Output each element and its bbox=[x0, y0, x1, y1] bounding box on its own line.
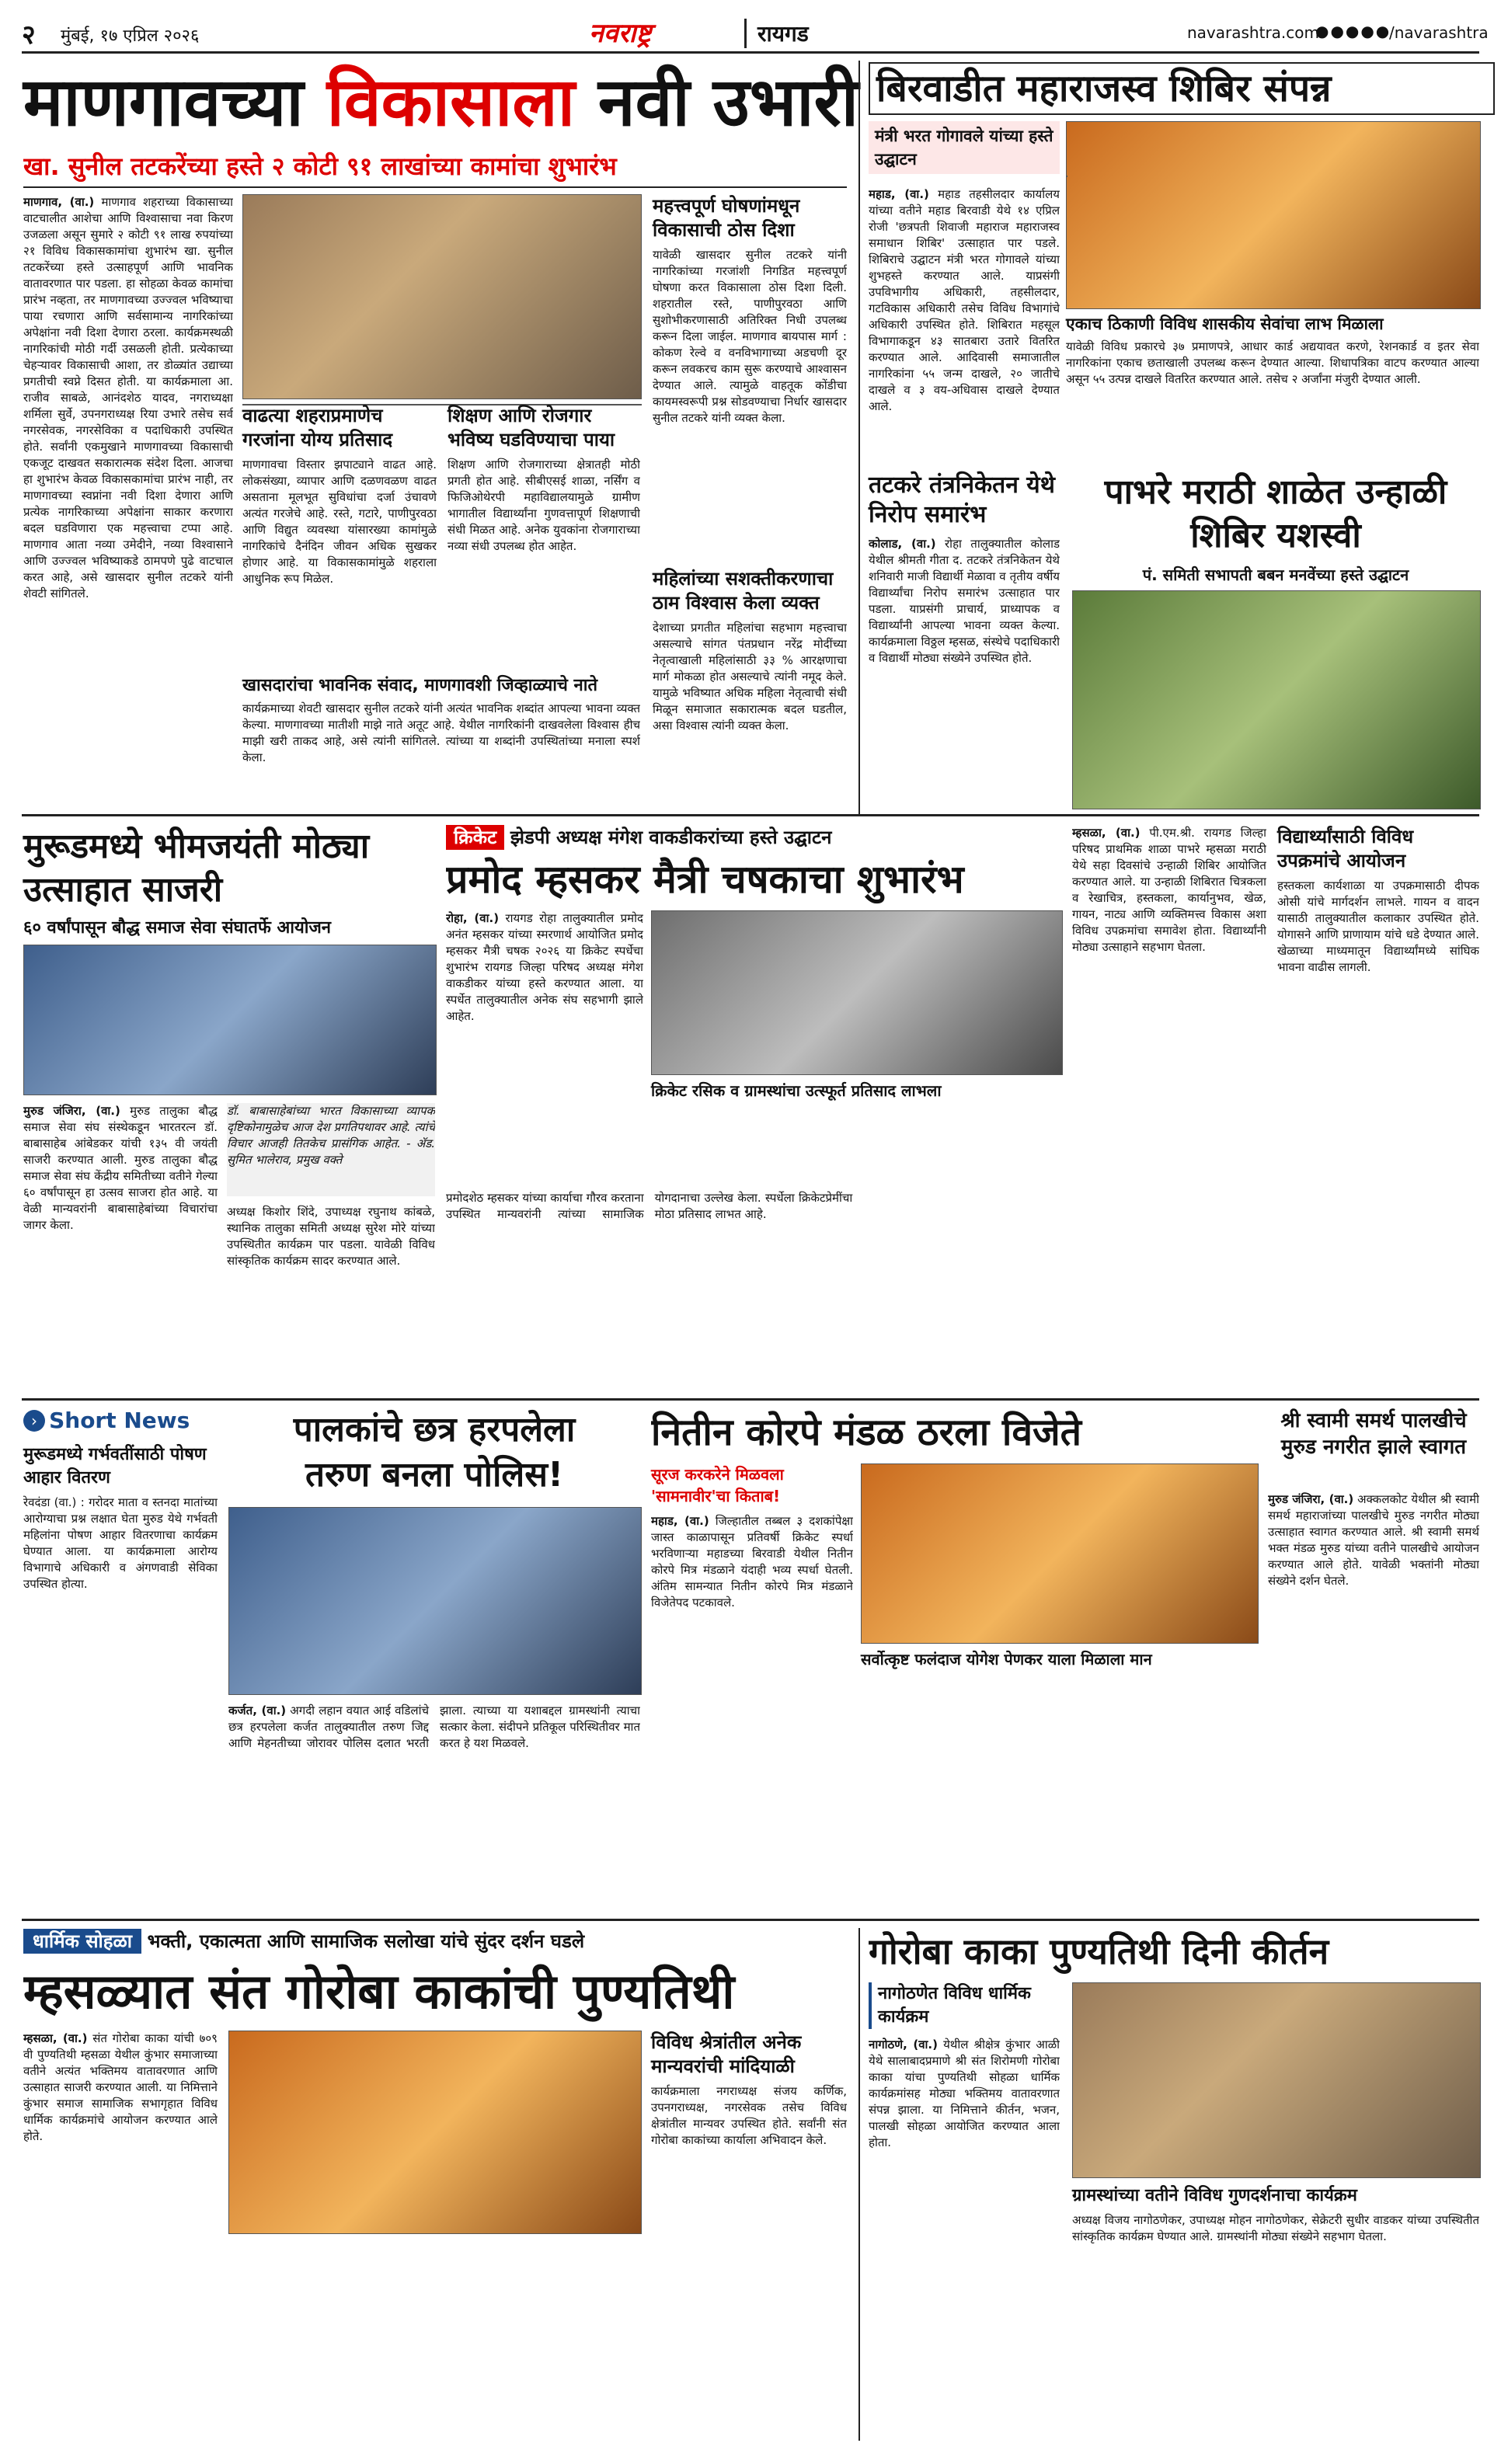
shortnews-label-text: Short News bbox=[49, 1408, 190, 1433]
dharmik-side-body: कार्यक्रमाला नगराध्यक्ष संजय कर्णिक, उपनगराध्यक्ष, नगरसेवक तसेच विविध क्षेत्रांतील मान्यवर उपस्थित होते. सर्वांनी संत गोरोबा काकांच्या कार्याला अभिवादन केले. bbox=[651, 2084, 847, 2147]
pabhare-subhead: पं. समिती सभापती बबन मनवेंच्या हस्ते उद्घाटन bbox=[1142, 566, 1409, 584]
police-body bbox=[228, 1703, 640, 1912]
korpe-body bbox=[651, 1513, 853, 1909]
lead-col3-head: शिक्षण आणि रोजगार भविष्य घडविण्याचा पाया bbox=[448, 405, 615, 451]
lead-col4-body2: देशाच्या प्रगतीत महिलांचा सहभाग महत्त्वाचा असल्याचे सांगत पंतप्रधान नरेंद्र मोदींच्या नेतृत्वाखाली महिलांसाठी ३३ % आरक्षणाचा मार्ग मोकळा होत असल्याचे त्यांनी नमूद केले. यामुळे भविष्यात अधिक महिला नेतृत्वाची संधी मिळून समाजात सकारात्मक बदल घडतील, असा विश्वास त्यांनी व्यक्त केला. bbox=[653, 621, 847, 733]
social-handle[interactable]: /navarashtra bbox=[1389, 23, 1489, 42]
swami-body bbox=[1268, 1491, 1479, 1911]
site-url[interactable]: navarashtra.com bbox=[1187, 23, 1319, 42]
dharmik-kicker-row bbox=[23, 1928, 847, 1956]
lead-headline bbox=[23, 61, 858, 146]
kolad-headline: तटकरे तंत्रनिकेतन येथे निरोप समारंभ bbox=[869, 472, 1055, 528]
murud-dateline: मुरुड जंजिरा, (वा.) bbox=[23, 1104, 120, 1118]
murud-headline: मुरूडमध्ये भीमजयंती मोठ्या उत्साहात साजरी bbox=[23, 827, 370, 910]
pabhare-side-head: विद्यार्थ्यांसाठी विविध उपक्रमांचे आयोजन bbox=[1277, 826, 1414, 872]
swami-body-text: अक्कलकोट येथील श्री स्वामी समर्थ महाराजांच्या पालखीचे मुरुड नगरीत मोठ्या उत्साहात स्वागत करण्यात आले. श्री स्वामी समर्थ भक्त मंडळ मुरुड यांच्या वतीने पालखीचे आयोजन करण्यात आले होते. यावेळी भक्तांनी मोठ्या संख्येने दर्शन घेतले. bbox=[1268, 1492, 1479, 1588]
birwadi-body-text: महाड तहसीलदार कार्यालय यांच्या वतीने महाड बिरवाडी येथे १४ एप्रिल रोजी 'छत्रपती शिवाजी महाराज महाराजस्व समाधान शिबिर' उत्साहात पार पडले. शिबिराचे उद्घाटन मंत्री भरत गोगावले यांच्या शुभहस्ते करण्यात आले. याप्रसंगी उपविभागीय अधिकारी, तहसीलदार, गटविकास अधिकारी तसेच विविध विभागांचे अधिकारी उपस्थित होते. शिबिरात महसूल विभागाकडून ४३ सातबारा उतारे वितरित करण्यात आले. आदिवासी समाजातील नागरिकांना ५५ जन्म दाखले, २० जातीचे दाखले व ३ वय-अधिवास दाखले देण्यात आले. bbox=[869, 187, 1060, 413]
swami-headline: श्री स्वामी समर्थ पालखीचे मुरुड नगरीत झाले स्वागत bbox=[1280, 1409, 1467, 1459]
korpe-photo-caption: सर्वोत्कृष्ट फलंदाज योगेश पेणकर याला मिळाला मान bbox=[861, 1650, 1152, 1669]
birwadi-photo-caption: एकाच ठिकाणी विविध शासकीय सेवांचा लाभ मिळाला bbox=[1066, 315, 1384, 333]
murud-body-text: मुरुड तालुका बौद्ध समाज सेवा संघ संस्थेकडून भारतरत्न डॉ. बाबासाहेब आंबेडकर यांची १३५ वी जयंती साजरी करण्यात आली. मुरुड तालुका बौद्ध समाज सेवा संघ केंद्रीय समितीच्या वतीने गेल्या ६० वर्षांपासून हा उत्सव साजरा होत आहे. या वेळी मान्यवरांनी बाबासाहेबांच्या विचारांचा जागर केला. bbox=[23, 1104, 218, 1232]
korpe-headline: नितीन कोरपे मंडळ ठरला विजेते bbox=[651, 1411, 1081, 1454]
murud-body2: अध्यक्ष किशोर शिंदे, उपाध्यक्ष रघुनाथ कांबळे, स्थानिक तालुका समिती अध्यक्ष सुरेश मोरे यांच्या उपस्थितीत कार्यक्रम पार पडला. यावेळी विविध सांस्कृतिक कार्यक्रम सादर करण्यात आले. bbox=[227, 1205, 435, 1268]
page-date: मुंबई, १७ एप्रिल २०२६ bbox=[61, 26, 200, 46]
dharmik-headline: म्हसळ्यात संत गोरोबा काकांची पुण्यतिथी bbox=[23, 1963, 735, 2020]
dharmik-body bbox=[23, 2031, 218, 2434]
birwadi-photo-shibir bbox=[1066, 121, 1481, 309]
lead-photo-vehicle bbox=[242, 194, 642, 399]
korpe-subhead bbox=[651, 1463, 853, 1507]
birwadi-dateline: महाड, (वा.) bbox=[869, 187, 929, 201]
pabhare-body-text: पी.एम.श्री. रायगड जिल्हा परिषद प्राथमिक शाळा पाभरे म्हसळा मराठी येथे सहा दिवसांचे उन्हाळी शिबिर आयोजित करण्यात आले. या उन्हाळी शिबिरात चित्रकला व रेखाचित्र, हस्तकला, कार्यानुभव, खेळ, गायन, नाट्य आणि व्यक्तिमत्त्व विकास अशा विविध उपक्रमांचा समावेश होता. विद्यार्थ्यांनी मोठ्या उत्साहाने सहभाग घेतला. bbox=[1072, 826, 1266, 954]
shortnews-headline: मुरूडमध्ये गर्भवतींसाठी पोषण आहार वितरण bbox=[23, 1445, 207, 1488]
lead-col4-head2: महिलांच्या सशक्तीकरणाचा ठाम विश्वास केला व्यक्त bbox=[653, 568, 834, 614]
edition-label: रायगड bbox=[744, 19, 809, 48]
birwadi-subhead: मंत्री भरत गोगावले यांच्या हस्ते उद्घाटन bbox=[869, 121, 1060, 174]
lead-dateline: माणगाव, (वा.) bbox=[23, 195, 95, 209]
korpe-subhead1: सूरज करकरेने मिळवला bbox=[651, 1465, 784, 1484]
birwadi-headline: बिरवाडीत महाराजस्व शिबिर संपन्न bbox=[869, 62, 1495, 115]
murud-quote bbox=[227, 1103, 435, 1196]
goroba2-body bbox=[869, 2037, 1060, 2434]
goroba2-headline: गोरोबा काका पुण्यतिथी दिनी कीर्तन bbox=[869, 1930, 1329, 1972]
shortnews-icon: › bbox=[23, 1410, 45, 1432]
murud-subhead: ६० वर्षांपासून बौद्ध समाज सेवा संघातर्फे आयोजन bbox=[23, 918, 331, 938]
cricket-kicker: झेडपी अध्यक्ष मंगेश वाकडीकरांच्या हस्ते उद्घाटन bbox=[510, 827, 832, 848]
korpe-body-text: जिल्हातील तब्बल ३ दशकांपेक्षा जास्त काळापासून प्रतिवर्षी क्रिकेट स्पर्धा भरविणाऱ्या महाडच्या बिरवाडी येथील नितीन कोरपे मित्र मंडळाने यंदाही भव्य स्पर्धा घेतली. अंतिम सामन्यात नितीन कोरपे मित्र मंडळाने विजेतेपद पटकावले. bbox=[651, 1514, 853, 1610]
lead-col3-body: शिक्षण आणि रोजगाराच्या क्षेत्रातही मोठी प्रगती होत आहे. सीबीएसई शाळा, नर्सिंग व फिजिओथेरपी महाविद्यालयामुळे ग्रामीण भागातील विद्यार्थ्यांना गुणवत्तापूर्ण शिक्षणाची संधी मिळत आहे. अनेक युवकांना रोजगाराच्या नव्या संधी उपलब्ध होत आहेत. bbox=[448, 458, 640, 553]
lead-headline-part1: माणगावच्या bbox=[23, 64, 304, 141]
pabhare-dateline: म्हसळा, (वा.) bbox=[1072, 826, 1141, 840]
birwadi-body bbox=[869, 186, 1060, 419]
cricket-photo-caption: क्रिकेट रसिक व ग्रामस्थांचा उत्स्फूर्त प्रतिसाद लाभला bbox=[651, 1081, 942, 1100]
dharmik-tag: धार्मिक सोहळा bbox=[23, 1929, 141, 1954]
police-photo bbox=[228, 1507, 642, 1695]
cricket-photo bbox=[651, 910, 1063, 1075]
shortnews-label bbox=[23, 1408, 218, 1439]
birwadi-caption-body: यावेळी विविध प्रकारचे ३७ प्रमाणपत्रे, आधार कार्ड अद्ययावत करणे, रेशनकार्ड व इतर सेवा नागरिकांना एकाच छताखाली उपलब्ध करून देण्यात आल्या. शिधापत्रिका वाटप करण्यात आल्या असून ५५ उत्पन्न दाखले वितरित करण्यात आले. तसेच २ अर्जांना मंजुरी देण्यात आली. bbox=[1066, 339, 1479, 386]
korpe-subhead2: 'सामनावीर'चा किताब! bbox=[651, 1487, 781, 1505]
brand-logo: नवराष्ट्र bbox=[589, 18, 652, 49]
cricket-headline: प्रमोद म्हसकर मैत्री चषकाचा शुभारंभ bbox=[446, 857, 964, 902]
lead-bottom-body: कार्यक्रमाच्या शेवटी खासदार सुनील तटकरे यांनी अत्यंत भावनिक शब्दांत आपल्या भावना व्यक्त केल्या. माणगावच्या मातीशी माझे नाते अतूट आहे. येथील नागरिकांनी दाखवलेला विश्वास हीच माझी खरी ताकद आहे, असे त्यांनी सांगितले. त्यांच्या या शब्दांनी उपस्थितांच्या मनाला स्पर्श केला. bbox=[242, 701, 640, 764]
goroba2-subhead: नागोठणेत विविध धार्मिक कार्यक्रम bbox=[869, 1982, 1069, 2029]
police-headline-line1: पालकांचे छत्र हरपलेला bbox=[293, 1410, 576, 1450]
lead-col2-body: माणगावचा विस्तार झपाट्याने वाढत आहे. लोकसंख्या, व्यापार आणि दळणवळण वाढत असताना मूलभूत सुविधांचा दर्जा उंचावणे अत्यंत गरजेचे आहे. रस्ते, गटारे, पाणीपुरवठा आणि विद्युत व्यवस्था यांसारख्या कामांमुळे नागरिकांचे दैनंदिन जीवन अधिक सुखकर होणार आहे. या विकासकामांमुळे शहराला आधुनिक रूप मिळेल. bbox=[242, 458, 437, 586]
cricket-dateline: रोहा, (वा.) bbox=[446, 911, 500, 925]
murud-photo bbox=[23, 945, 437, 1095]
goroba2-photo-caption: ग्रामस्थांच्या वतीने विविध गुणदर्शनाचा कार्यक्रम bbox=[1072, 2186, 1357, 2205]
lead-subhead: खा. सुनील तटकरेंच्या हस्ते २ कोटी ९१ लाखांच्या कामांचा शुभारंभ bbox=[23, 151, 617, 181]
lead-col4-head: महत्त्वपूर्ण घोषणांमधून विकासाची ठोस दिशा bbox=[653, 195, 800, 241]
kolad-body-text: रोहा तालुक्यातील कोलाड येथील श्रीमती गीता द. तटकरे तंत्रनिकेतन येथे शनिवारी माजी विद्यार्थी मेळावा व तृतीय वर्षीय विद्यार्थ्यांचा निरोप समारंभ उत्साहात पार पडला. याप्रसंगी प्राचार्य, प्राध्यापक व विद्यार्थ्यांनी आपल्या भावना व्यक्त केल्या. कार्यक्रमाला विठ्ठल म्हसळ, संस्थेचे पदाधिकारी व विद्यार्थी मोठ्या संख्येने उपस्थित होते. bbox=[869, 537, 1060, 665]
dharmik-kicker: भक्ती, एकात्मता आणि सामाजिक सलोखा यांचे सुंदर दर्शन घडले bbox=[147, 1930, 585, 1952]
goroba2-body-text: येथील श्रीक्षेत्र कुंभार आळी येथे सालाबादप्रमाणे श्री संत शिरोमणी गोरोबा काका यांचा पुण्यतिथी सोहळा धार्मिक कार्यक्रमांसह मोठ्या भक्तिमय वातावरणात संपन्न झाला. या निमित्ताने कीर्तन, भजन, पालखी सोहळा आयोजित करण्यात आला होता. bbox=[869, 2038, 1060, 2149]
dharmik-dateline: म्हसळा, (वा.) bbox=[23, 2031, 88, 2045]
police-body-text: अगदी लहान वयात आई वडिलांचे छत्र हरपलेला कर्जत तालुक्यातील तरुण जिद्द आणि मेहनतीच्या जोरावर पोलिस दलात भरती झाला. त्याच्या या यशाबद्दल ग्रामस्थांनी त्याचा सत्कार केला. संदीपने प्रतिकूल परिस्थितीवर मात करत हे यश मिळवले. bbox=[228, 1704, 640, 1750]
korpe-dateline: महाड, (वा.) bbox=[651, 1514, 709, 1528]
pabhare-body bbox=[1072, 825, 1266, 1392]
goroba2-dateline: नागोठणे, (वा.) bbox=[869, 2038, 938, 2052]
cricket-tag: क्रिकेट bbox=[446, 825, 504, 850]
pabhare-photo bbox=[1072, 590, 1481, 809]
social-icons[interactable]: ●●●●● bbox=[1315, 22, 1391, 40]
murud-quote-text: डॉ. बाबासाहेबांच्या भारत विकासाच्या व्यापक दृष्टिकोनामुळेच आज देश प्रगतिपथावर आहे. त्यांचे विचार आजही तितकेच प्रासंगिक आहेत. bbox=[227, 1104, 435, 1150]
goroba2-photo bbox=[1072, 1982, 1481, 2178]
cricket-body bbox=[446, 910, 643, 1182]
lead-body bbox=[23, 194, 233, 800]
lead-headline-part2: नवी उभारी bbox=[597, 64, 858, 141]
cricket-body-text: रायगड रोहा तालुक्यातील प्रमोद अनंत म्हसकर यांच्या स्मरणार्थ आयोजित प्रमोद म्हसकर मैत्री चषक २०२६ या क्रिकेट स्पर्धेचा शुभारंभ रायगड जिल्हा परिषद अध्यक्ष मंगेश वाकडीकर यांच्या हस्ते करण्यात आला. या स्पर्धेत तालुक्यातील अनेक संघ सहभागी झाले आहेत. bbox=[446, 911, 643, 1023]
police-headline-line2: तरुण बनला पोलिस! bbox=[305, 1455, 564, 1495]
lead-headline-red: विकासाला bbox=[326, 64, 575, 141]
dharmik-photo bbox=[228, 2031, 642, 2234]
cricket-body2: प्रमोदशेठ म्हसकर यांच्या कार्याचा गौरव करताना उपस्थित मान्यवरांनी त्यांच्या सामाजिक योगदानाचा उल्लेख केला. स्पर्धेला क्रिकेटप्रेमींचा मोठा प्रतिसाद लाभत आहे. bbox=[446, 1191, 853, 1221]
birwadi-photo-certificates bbox=[1066, 176, 1067, 177]
page-number: २ bbox=[22, 19, 36, 50]
pabhare-side-body: हस्तकला कार्यशाळा या उपक्रमासाठी दीपक ओसी यांचे मार्गदर्शन लाभले. गायन व वादन यासाठी तालुक्यातील कलाकार उपस्थित होते. योगासने आणि प्राणायाम यांचे धडे देण्यात आले. खेळाच्या माध्यमातून विद्यार्थ्यांमध्ये सांघिक भावना वाढीस लागली. bbox=[1277, 879, 1479, 974]
shortnews-body: रेवदंडा (वा.) : गरोदर माता व स्तनदा मातांच्या आरोग्याचा प्रश्न लक्षात घेता मुरुड येथे गर्भवती महिलांना पोषण आहार वितरणाचा कार्यक्रम घेण्यात आला. या कार्यक्रमाला आरोग्य विभागाचे अधिकारी व अंगणवाडी सेविका उपस्थित होत्या. bbox=[23, 1495, 218, 1591]
dharmik-side-head: विविध श्रेत्रांतील अनेक मान्यवरांची मांदियाळी bbox=[651, 2031, 802, 2077]
dharmik-body-text: संत गोरोबा काका यांची ७०९ वी पुण्यतिथी म्हसळा येथील कुंभार समाजाच्या वतीने अत्यंत भक्तिमय वातावरणात आणि उत्साहात साजरी करण्यात आली. या निमित्ताने कुंभार समाज सामाजिक सभागृहात विविध धार्मिक कार्यक्रमांचे आयोजन करण्यात आले होते. bbox=[23, 2031, 218, 2143]
lead-body-text: माणगाव शहराच्या विकासाच्या वाटचालीत आशेचा आणि विश्वासाचा नवा किरण उजळला असून सुमारे २ कोटी ९१ लाख रुपयांच्या २१ विविध विकासकामांचा शुभारंभ खा. सुनील तटकरेंच्या हस्ते उत्साहपूर्ण आणि भावनिक वातावरणात पार पडला. हा सोहळा केवळ कामांचा प्रारंभ नव्हता, तर माणगावच्या उज्ज्वल भविष्याचा पाया रचणारा आणि सर्वसामान्य नागरिकांच्या अपेक्षांना नवी दिशा देणारा ठरला. कार्यक्रमस्थळी नागरिकांची मोठी गर्दी उसळली होती. प्रत्येकाच्या चेहऱ्यावर विकासाची आशा, तर डोळ्यांत उद्याच्या प्रगतीची स्वप्ने दिसत होती. या कार्यक्रमाला आ. राजीव साबळे, आनंदशेठ यादव, नगराध्यक्षा शर्मिला सुर्वे, उपनगराध्यक्ष रिया उभारे तसेच सर्व नगरसेवक, नगरसेविका व पदाधिकारी उपस्थित होते. सर्वांनी एकमुखाने माणगावच्या विकासाची एकजूट दाखवत सकारात्मक संदेश दिला. आजचा हा शुभारंभ केवळ विकासकामांचा प्रारंभ नाही, तर माणगावच्या स्वप्नांना नवी दिशा देणारा आणि प्रत्येक नागरिकाच्या अपेक्षांना साकार करणारा बदल घडविणारा एक महत्त्वाचा टप्पा आहे. माणगाव आता नव्या उमेदीने, नव्या विश्वासाने आणि उज्ज्वल भविष्याकडे ठामपणे पुढे वाटचाल करत आहे, असे खासदार सुनील तटकरे यांनी शेवटी सांगितले. bbox=[23, 195, 233, 600]
goroba2-caption-body: अध्यक्ष विजय नागोठणेकर, उपाध्यक्ष मोहन नागोठणेकर, सेक्रेटरी सुधीर वाडकर यांच्या उपस्थितीत सांस्कृतिक कार्यक्रम घेण्यात आले. ग्रामस्थांनी मोठ्या संख्येने सहभाग घेतला. bbox=[1072, 2213, 1479, 2243]
murud-body bbox=[23, 1103, 218, 1390]
page-header bbox=[22, 14, 1489, 54]
police-headline bbox=[228, 1408, 640, 1498]
kolad-dateline: कोलाड, (वा.) bbox=[869, 537, 936, 551]
police-dateline: कर्जत, (वा.) bbox=[228, 1704, 287, 1717]
lead-col2-head: वाढत्या शहराप्रमाणेच गरजांना योग्य प्रतिसाद bbox=[242, 405, 393, 451]
kolad-body bbox=[869, 536, 1060, 808]
murud-quote-author: - ॲड. सुमित भालेराव, प्रमुख वक्ते bbox=[227, 1136, 435, 1167]
swami-dateline: मुरुड जंजिरा, (वा.) bbox=[1268, 1492, 1354, 1506]
pabhare-headline: पाभरे मराठी शाळेत उन्हाळी शिबिर यशस्वी bbox=[1104, 472, 1447, 555]
korpe-photo bbox=[861, 1463, 1259, 1644]
lead-bottom-head: खासदारांचा भावनिक संवाद, माणगावशी जिव्हाळ्याचे नाते bbox=[242, 676, 597, 695]
lead-col4-body: यावेळी खासदार सुनील तटकरे यांनी नागरिकांच्या गरजांशी निगडित महत्त्वपूर्ण घोषणा करत विकासाला ठोस दिशा दिली. शहरातील रस्ते, पाणीपुरवठा आणि सुशोभीकरणासाठी अतिरिक्त निधी उपलब्ध करून दिला जाईल. माणगाव बायपास मार्ग : कोकण रेल्वे व वनविभागाच्या अडचणी दूर करून लवकरच काम सुरू करण्याचे आश्वासन देण्यात आले. त्यामुळे वाहतूक कोंडीचा कायमस्वरूपी प्रश्न सोडवण्याचा निर्धार खासदार सुनील तटकरे यांनी व्यक्त केला. bbox=[653, 248, 847, 425]
